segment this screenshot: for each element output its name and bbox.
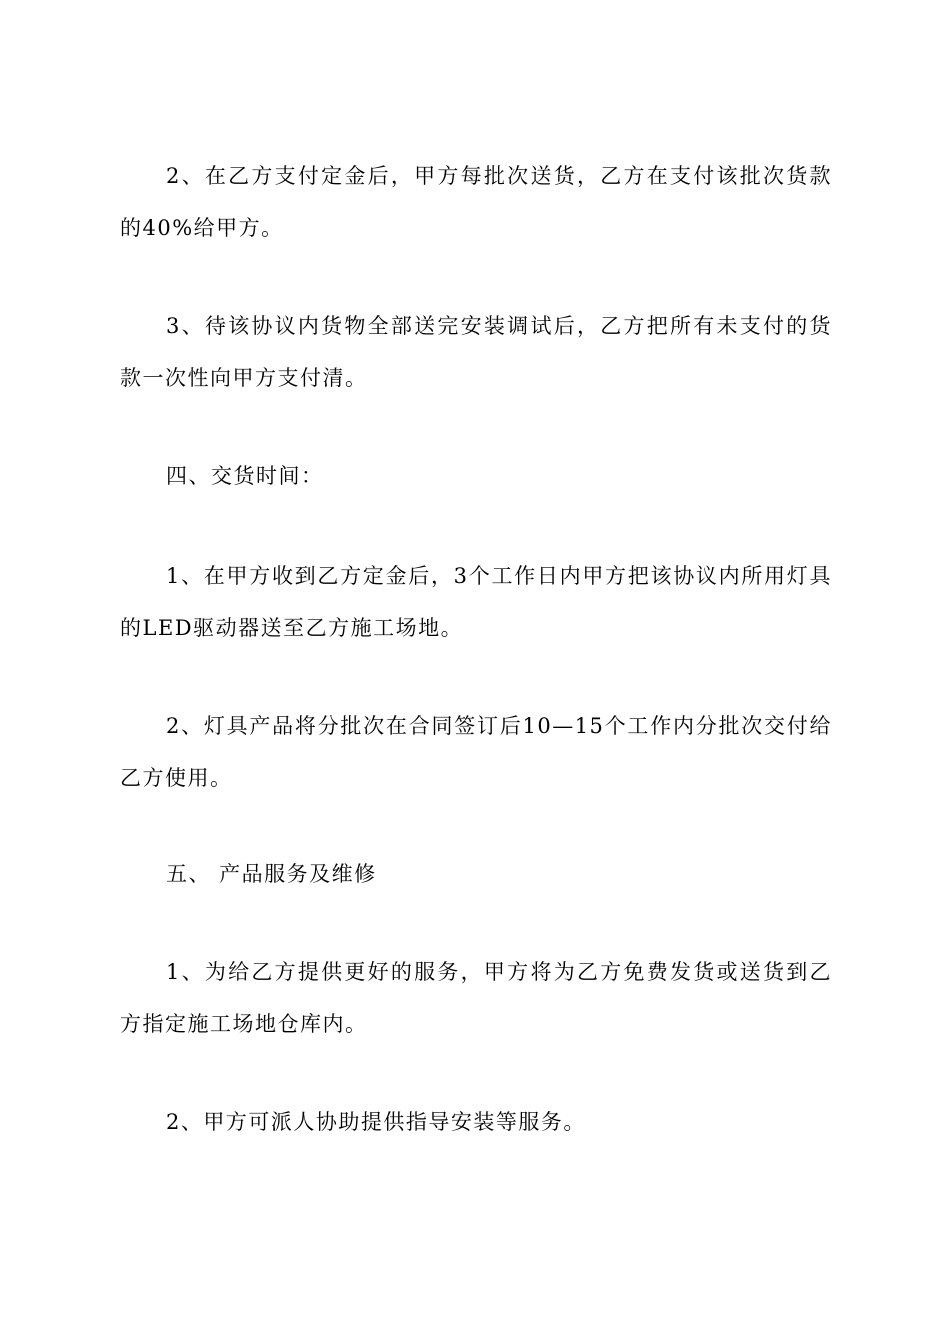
delivery-clause-2: 2、灯具产品将分批次在合同签订后10—15个工作内分批次交付给乙方使用。 bbox=[120, 714, 832, 790]
payment-clause-3: 3、待该协议内货物全部送完安装调试后，乙方把所有未支付的货款一次性向甲方支付清。 bbox=[120, 314, 832, 390]
service-clause-1: 1、为给乙方提供更好的服务，甲方将为乙方免费发货或送货到乙方指定施工场地仓库内。 bbox=[120, 960, 832, 1036]
section-heading-delivery-time: 四、交货时间： bbox=[166, 464, 324, 488]
service-clause-2: 2、甲方可派人协助提供指导安装等服务。 bbox=[166, 1110, 586, 1134]
payment-clause-2: 2、在乙方支付定金后，甲方每批次送货，乙方在支付该批次货款的40%给甲方。 bbox=[120, 164, 832, 240]
delivery-clause-1: 1、在甲方收到乙方定金后，3个工作日内甲方把该协议内所用灯具的LED驱动器送至乙方施工场地。 bbox=[120, 564, 832, 640]
section-heading-service-maintenance: 五、 产品服务及维修 bbox=[166, 862, 377, 886]
